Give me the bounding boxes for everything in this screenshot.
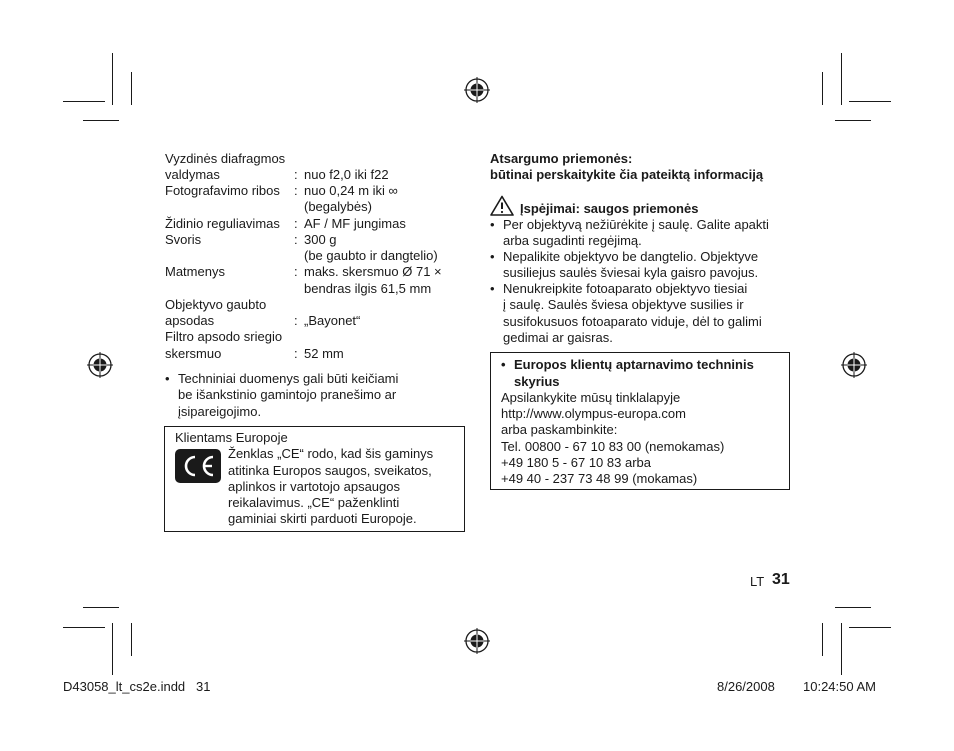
spec-value: „Bayonet“ [304, 313, 361, 328]
page-number: 31 [772, 571, 790, 588]
spec-value: 52 mm [304, 346, 344, 361]
service-phone: +49 180 5 - 67 10 83 arba [501, 455, 651, 470]
spec-label: Matmenys [165, 264, 225, 279]
spec-value: (be gaubto ir dangtelio) [304, 248, 438, 263]
registration-mark-icon [841, 352, 867, 378]
spec-label: Svoris [165, 232, 202, 247]
footer-date: 8/26/2008 [717, 679, 775, 694]
warning-heading: Įspėjimai: saugos priemonės [520, 201, 699, 216]
spec-value: bendras ilgis 61,5 mm [304, 281, 432, 296]
footer-time: 10:24:50 AM [803, 679, 876, 694]
service-line: arba paskambinkite: [501, 422, 618, 437]
registration-mark-icon [87, 352, 113, 378]
eu-box-text: Ženklas „CE“ rodo, kad šis gaminys [228, 446, 434, 461]
footer-file: D43058_lt_cs2e.indd 31 [63, 679, 211, 694]
spec-label: skersmuo [165, 346, 222, 361]
eu-box-text: reikalavimus. „CE“ paženklinti [228, 495, 400, 510]
ce-mark-icon [175, 449, 221, 483]
eu-box-text: atitinka Europos saugos, sveikatos, [228, 463, 432, 478]
page-language: LT [750, 574, 765, 589]
eu-box-title: Klientams Europoje [175, 430, 288, 445]
precautions-subtitle: būtinai perskaitykite čia pateiktą informaciją [490, 167, 764, 182]
customer-service-box: • Europos klientų aptarnavimo techninis skyrius Apsilankykite mūsų tinklalapyje http://www.olympus-europa.com arba paskambinkite: Tel. 00800 - 67 10 83 00 (nemokamas) +49 180 5 - 67 10 83 arba +49 40 - 237 73 48 99 (mokamas) [490, 352, 790, 490]
eu-box-text: gaminiai skirti parduoti Europoje. [228, 511, 417, 526]
service-phone: Tel. 00800 - 67 10 83 00 (nemokamas) [501, 439, 725, 454]
spec-value: AF / MF jungimas [304, 216, 406, 231]
spec-value: maks. skersmuo Ø 71 × [304, 264, 442, 279]
spec-value: (begalybės) [304, 199, 372, 214]
spec-label: Objektyvo gaubto [165, 297, 267, 312]
spec-value: nuo f2,0 iki f22 [304, 167, 389, 182]
precautions-title: Atsargumo priemonės: [490, 151, 633, 166]
spec-label: apsodas [165, 313, 215, 328]
eu-box-text: aplinkos ir vartotojo apsaugos [228, 479, 400, 494]
spec-label: Vyzdinės diafragmos [165, 151, 286, 166]
spec-label: Židinio reguliavimas [165, 216, 280, 231]
eu-customers-box [164, 426, 465, 532]
spec-label: Fotografavimo ribos [165, 183, 280, 198]
service-phone: +49 40 - 237 73 48 99 (mokamas) [501, 471, 698, 486]
registration-mark-icon [464, 628, 490, 654]
service-url[interactable]: http://www.olympus-europa.com [501, 406, 686, 421]
warning-icon [490, 195, 514, 216]
registration-mark-icon [464, 77, 490, 103]
spec-label: Filtro apsodo sriegio [165, 329, 283, 344]
service-line: Apsilankykite mūsų tinklalapyje [501, 390, 681, 405]
spec-value: nuo 0,24 m iki ∞ [304, 183, 398, 198]
spec-label: valdymas [165, 167, 220, 182]
spec-value: 300 g [304, 232, 337, 247]
